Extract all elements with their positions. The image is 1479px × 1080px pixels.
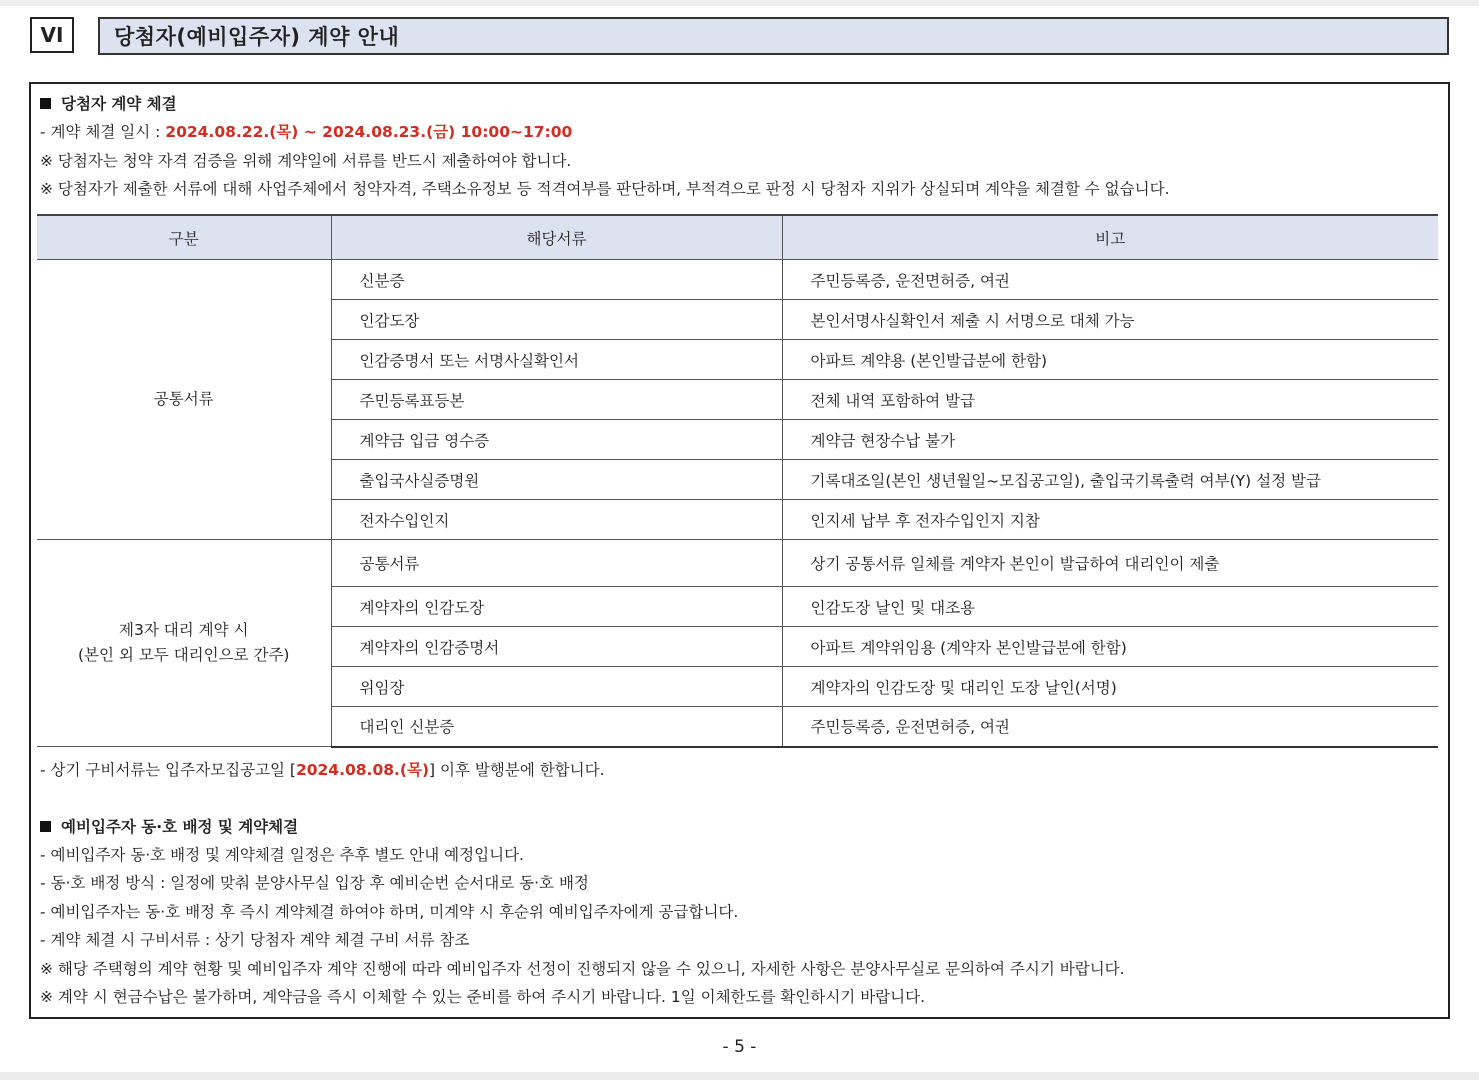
group-common: 공통서류 (37, 260, 331, 540)
doc-cell: 인감도장 (331, 300, 782, 340)
section-title: 당첨자(예비입주자) 계약 안내 (98, 17, 1449, 55)
remark-cell: 본인서명사실확인서 제출 시 서명으로 대체 가능 (782, 300, 1438, 340)
winner-note-1: ※ 당첨자는 청약 자격 검증을 위해 계약일에 서류를 반드시 제출하여야 합니다. (40, 152, 572, 170)
square-bullet-icon (40, 821, 51, 832)
remark-cell: 아파트 계약위임용 (계약자 본인발급분에 한함) (782, 627, 1438, 667)
documents-table (37, 214, 1438, 748)
reserve-line-3: - 예비입주자는 동·호 배정 후 즉시 계약체결 하여야 하며, 미계약 시 후순위 예비입주자에게 공급합니다. (40, 903, 739, 921)
reserve-line-1: - 예비입주자 동·호 배정 및 계약체결 일정은 추후 별도 안내 예정입니다. (40, 846, 524, 864)
contract-date-line: - 계약 체결 일시 : 2024.08.22.(목) ~ 2024.08.23.(금) 10:00~17:00 (40, 123, 573, 141)
table-row (37, 540, 1438, 587)
remark-cell: 아파트 계약용 (본인발급분에 한함) (782, 340, 1438, 380)
group-proxy-line2: (본인 외 모두 대리인으로 간주) (78, 646, 290, 664)
announcement-date: 2024.08.08.(목) (295, 761, 430, 779)
doc-cell: 신분증 (331, 260, 782, 300)
doc-cell: 인감증명서 또는 서명사실확인서 (331, 340, 782, 380)
group-proxy (37, 540, 331, 747)
remark-cell: 주민등록증, 운전면허증, 여권 (782, 260, 1438, 300)
reserve-line-6: ※ 계약 시 현금수납은 불가하며, 계약금을 즉시 이체할 수 있는 준비를 하여 주시기 바랍니다. 1일 이체한도를 확인하시기 바랍니다. (40, 988, 926, 1006)
winner-note-2: ※ 당첨자가 제출한 서류에 대해 사업주체에서 청약자격, 주택소유정보 등 적격여부를 판단하며, 부적격으로 판정 시 당첨자 지위가 상실되며 계약을 체결할 수 없습니다. (40, 180, 1170, 198)
table-header-row (37, 215, 1438, 260)
square-bullet-icon (40, 98, 51, 109)
page-number: - 5 - (722, 1037, 757, 1057)
section-number: VI (30, 17, 74, 53)
doc-cell: 주민등록표등본 (331, 380, 782, 420)
table-row (37, 260, 1438, 300)
doc-cell: 대리인 신분증 (331, 707, 782, 747)
remark-cell: 주민등록증, 운전면허증, 여권 (782, 707, 1438, 747)
remark-cell: 계약금 현장수납 불가 (782, 420, 1438, 460)
doc-cell: 전자수입인지 (331, 500, 782, 540)
header-category: 구분 (37, 215, 331, 260)
doc-cell: 계약자의 인감도장 (331, 587, 782, 627)
doc-cell: 공통서류 (331, 540, 782, 587)
top-edge (0, 0, 1479, 6)
reserve-line-5: ※ 해당 주택형의 계약 현황 및 예비입주자 계약 진행에 따라 예비입주자 선정이 진행되지 않을 수 있으니, 자세한 사항은 분양사무실로 문의하여 주시기 바랍니다. (40, 960, 1125, 978)
remark-cell: 계약자의 인감도장 및 대리인 도장 날인(서명) (782, 667, 1438, 707)
header-remarks: 비고 (782, 215, 1438, 260)
documents-note: - 상기 구비서류는 입주자모집공고일 [2024.08.08.(목)] 이후 발행분에 한합니다. (40, 761, 605, 779)
reserve-line-2: - 동·호 배정 방식 : 일정에 맞춰 분양사무실 입장 후 예비순번 순서대로 동·호 배정 (40, 874, 589, 892)
reserve-heading: 예비입주자 동·호 배정 및 계약체결 (40, 817, 298, 837)
remark-cell: 상기 공통서류 일체를 계약자 본인이 발급하여 대리인이 제출 (782, 540, 1438, 587)
doc-cell: 계약금 입금 영수증 (331, 420, 782, 460)
remark-cell: 인지세 납부 후 전자수입인지 지참 (782, 500, 1438, 540)
doc-cell: 계약자의 인감증명서 (331, 627, 782, 667)
group-proxy-line1: 제3자 대리 계약 시 (119, 621, 249, 639)
doc-cell: 위임장 (331, 667, 782, 707)
bottom-edge (0, 1072, 1479, 1080)
contract-date: 2024.08.22.(목) ~ 2024.08.23.(금) 10:00~17:00 (165, 123, 573, 141)
doc-cell: 출입국사실증명원 (331, 460, 782, 500)
remark-cell: 기록대조일(본인 생년월일~모집공고일), 출입국기록출력 여부(Y) 설정 발급 (782, 460, 1438, 500)
remark-cell: 인감도장 날인 및 대조용 (782, 587, 1438, 627)
reserve-line-4: - 계약 체결 시 구비서류 : 상기 당첨자 계약 체결 구비 서류 참조 (40, 931, 470, 949)
remark-cell: 전체 내역 포함하여 발급 (782, 380, 1438, 420)
winner-heading: 당첨자 계약 체결 (40, 94, 177, 114)
header-documents: 해당서류 (331, 215, 782, 260)
